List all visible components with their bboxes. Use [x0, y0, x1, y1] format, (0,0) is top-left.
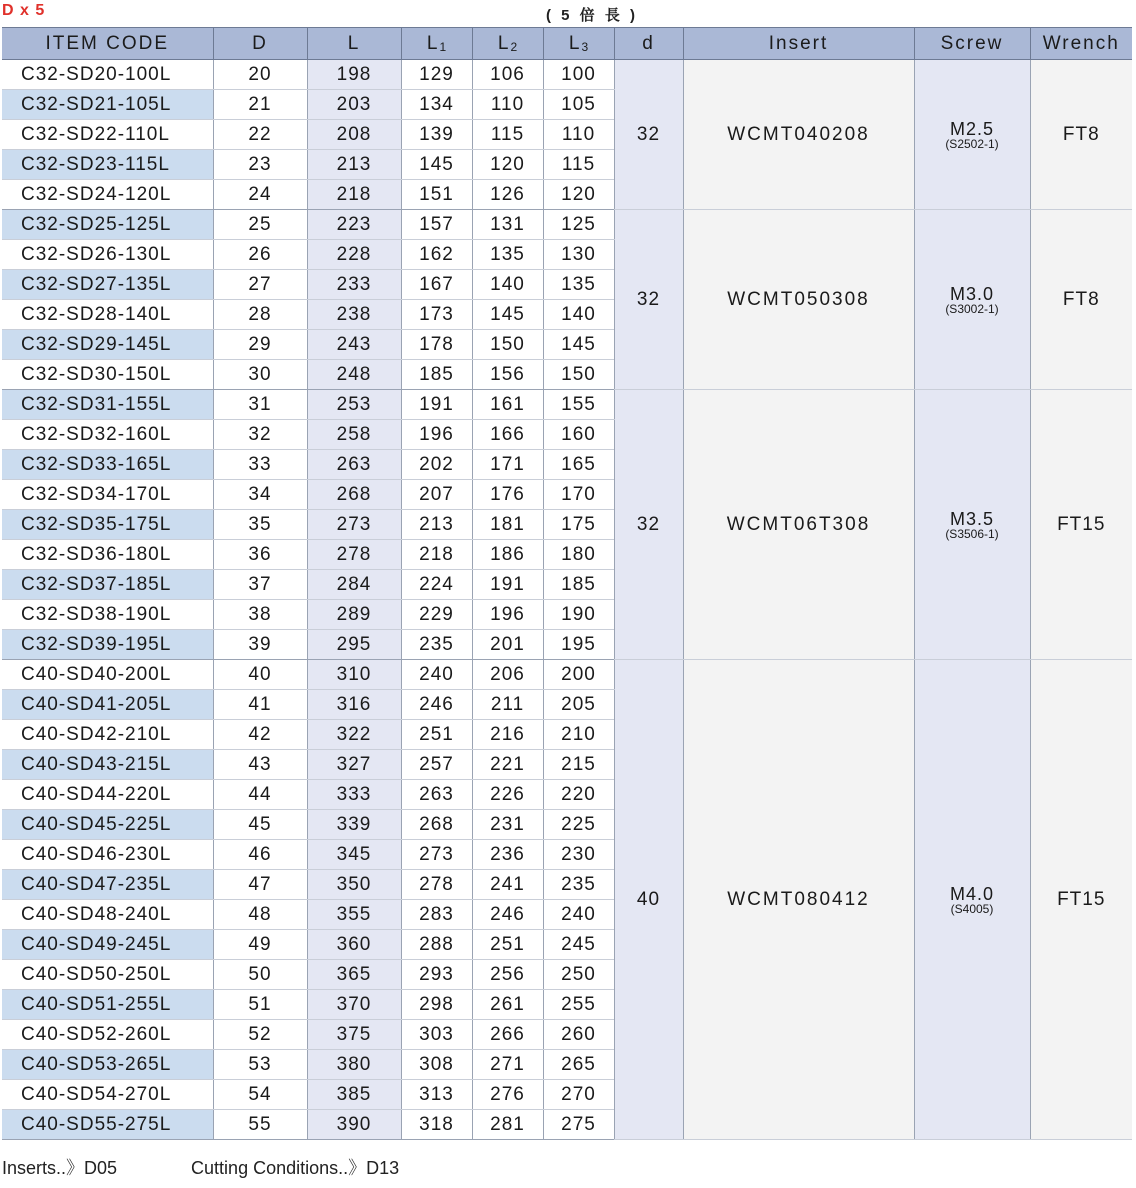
cell-L2: 236 [472, 840, 543, 870]
cell-L2: 191 [472, 570, 543, 600]
cell-L2: 115 [472, 120, 543, 150]
cell-L3: 275 [543, 1110, 614, 1140]
header-L1: $L_1$ [401, 28, 472, 60]
cell-item-code: C32-SD33-165L [2, 450, 213, 480]
cell-L: 385 [307, 1080, 401, 1110]
header-d: d [614, 28, 683, 60]
cell-D: 48 [213, 900, 307, 930]
table-row [2, 60, 1132, 90]
cell-screw [914, 660, 1030, 1140]
cell-D: 54 [213, 1080, 307, 1110]
cell-item-code: C32-SD29-145L [2, 330, 213, 360]
cell-L: 248 [307, 360, 401, 390]
cell-item-code: C32-SD22-110L [2, 120, 213, 150]
cell-L3: 215 [543, 750, 614, 780]
cell-L: 390 [307, 1110, 401, 1140]
cell-item-code: C32-SD39-195L [2, 630, 213, 660]
cell-item-code: C32-SD31-155L [2, 390, 213, 420]
cell-D: 47 [213, 870, 307, 900]
cell-L2: 271 [472, 1050, 543, 1080]
cell-L3: 120 [543, 180, 614, 210]
cell-L: 333 [307, 780, 401, 810]
cell-L1: 207 [401, 480, 472, 510]
cell-item-code: C32-SD34-170L [2, 480, 213, 510]
cell-L2: 226 [472, 780, 543, 810]
cell-L3: 190 [543, 600, 614, 630]
cell-L: 213 [307, 150, 401, 180]
cell-insert: WCMT050308 [683, 210, 914, 390]
cell-item-code: C32-SD20-100L [2, 60, 213, 90]
cell-D: 33 [213, 450, 307, 480]
cell-L: 289 [307, 600, 401, 630]
cell-D: 45 [213, 810, 307, 840]
cell-L3: 260 [543, 1020, 614, 1050]
cell-L: 355 [307, 900, 401, 930]
cell-item-code: C40-SD46-230L [2, 840, 213, 870]
cell-L3: 105 [543, 90, 614, 120]
cell-L2: 206 [472, 660, 543, 690]
cell-L3: 170 [543, 480, 614, 510]
cell-L1: 288 [401, 930, 472, 960]
screw-part-code: (S4005) [950, 901, 994, 916]
table-header [2, 28, 1132, 60]
cell-L2: 181 [472, 510, 543, 540]
cell-L1: 229 [401, 600, 472, 630]
cell-L2: 106 [472, 60, 543, 90]
cell-L3: 165 [543, 450, 614, 480]
cell-D: 40 [213, 660, 307, 690]
cell-L3: 230 [543, 840, 614, 870]
cell-item-code: C32-SD28-140L [2, 300, 213, 330]
cell-D: 51 [213, 990, 307, 1020]
cell-L: 238 [307, 300, 401, 330]
cutting-conditions-reference[interactable]: Cutting Conditions..》D13 [191, 1158, 400, 1178]
cell-L3: 255 [543, 990, 614, 1020]
cell-L3: 185 [543, 570, 614, 600]
cell-L3: 175 [543, 510, 614, 540]
cell-D: 44 [213, 780, 307, 810]
cell-item-code: C32-SD27-135L [2, 270, 213, 300]
cell-L1: 178 [401, 330, 472, 360]
cell-L3: 245 [543, 930, 614, 960]
cell-L: 370 [307, 990, 401, 1020]
cell-L: 268 [307, 480, 401, 510]
cell-L1: 213 [401, 510, 472, 540]
cell-D: 37 [213, 570, 307, 600]
cell-D: 25 [213, 210, 307, 240]
cell-insert: WCMT080412 [683, 660, 914, 1140]
cell-L1: 283 [401, 900, 472, 930]
cell-L3: 220 [543, 780, 614, 810]
header-D: D [213, 28, 307, 60]
cell-L: 218 [307, 180, 401, 210]
cell-L3: 210 [543, 720, 614, 750]
cell-L3: 110 [543, 120, 614, 150]
cell-item-code: C32-SD35-175L [2, 510, 213, 540]
cell-L1: 151 [401, 180, 472, 210]
cell-L: 243 [307, 330, 401, 360]
cell-L: 295 [307, 630, 401, 660]
cell-L: 258 [307, 420, 401, 450]
cell-L2: 110 [472, 90, 543, 120]
screw-size: M4.0 [949, 883, 995, 904]
table-row [2, 390, 1132, 420]
cell-D: 21 [213, 90, 307, 120]
cell-D: 22 [213, 120, 307, 150]
cell-L2: 201 [472, 630, 543, 660]
cell-L2: 251 [472, 930, 543, 960]
table-row [2, 210, 1132, 240]
cell-L2: 256 [472, 960, 543, 990]
cell-L: 253 [307, 390, 401, 420]
cell-wrench: FT15 [1030, 660, 1132, 1140]
cell-item-code: C40-SD44-220L [2, 780, 213, 810]
cell-L1: 157 [401, 210, 472, 240]
cell-L3: 100 [543, 60, 614, 90]
cell-item-code: C32-SD36-180L [2, 540, 213, 570]
cell-shank-d: 32 [614, 390, 683, 660]
cell-L: 273 [307, 510, 401, 540]
cell-item-code: C32-SD38-190L [2, 600, 213, 630]
cell-item-code: C40-SD50-250L [2, 960, 213, 990]
cell-D: 53 [213, 1050, 307, 1080]
cell-L: 380 [307, 1050, 401, 1080]
cell-L1: 246 [401, 690, 472, 720]
cell-L: 228 [307, 240, 401, 270]
cell-L: 208 [307, 120, 401, 150]
spec-table [2, 27, 1132, 1140]
cell-L2: 281 [472, 1110, 543, 1140]
cell-L2: 126 [472, 180, 543, 210]
cell-L3: 270 [543, 1080, 614, 1110]
cell-item-code: C40-SD48-240L [2, 900, 213, 930]
cell-L2: 266 [472, 1020, 543, 1050]
cell-L1: 293 [401, 960, 472, 990]
cell-L3: 265 [543, 1050, 614, 1080]
cell-L1: 268 [401, 810, 472, 840]
cell-L1: 224 [401, 570, 472, 600]
cell-item-code: C32-SD23-115L [2, 150, 213, 180]
cell-L1: 235 [401, 630, 472, 660]
cell-D: 30 [213, 360, 307, 390]
cell-item-code: C32-SD32-160L [2, 420, 213, 450]
cell-L: 345 [307, 840, 401, 870]
cell-D: 29 [213, 330, 307, 360]
cell-item-code: C40-SD42-210L [2, 720, 213, 750]
cell-item-code: C40-SD51-255L [2, 990, 213, 1020]
cell-D: 31 [213, 390, 307, 420]
cell-L2: 186 [472, 540, 543, 570]
cell-L: 203 [307, 90, 401, 120]
cell-L2: 211 [472, 690, 543, 720]
cell-item-code: C32-SD26-130L [2, 240, 213, 270]
cell-L2: 261 [472, 990, 543, 1020]
cell-D: 42 [213, 720, 307, 750]
cell-L: 365 [307, 960, 401, 990]
cell-L1: 251 [401, 720, 472, 750]
cell-item-code: C32-SD25-125L [2, 210, 213, 240]
cell-L2: 171 [472, 450, 543, 480]
cell-item-code: C40-SD53-265L [2, 1050, 213, 1080]
cell-L2: 221 [472, 750, 543, 780]
inserts-reference[interactable]: Inserts..》D05 [2, 1158, 118, 1178]
cell-L1: 308 [401, 1050, 472, 1080]
cell-L1: 273 [401, 840, 472, 870]
cell-item-code: C40-SD47-235L [2, 870, 213, 900]
cell-D: 43 [213, 750, 307, 780]
cell-L3: 155 [543, 390, 614, 420]
cell-L2: 140 [472, 270, 543, 300]
cell-L: 350 [307, 870, 401, 900]
cell-L3: 200 [543, 660, 614, 690]
cell-wrench: FT8 [1030, 60, 1132, 210]
header-L3: $L_3$ [543, 28, 614, 60]
cell-L2: 135 [472, 240, 543, 270]
cell-item-code: C40-SD52-260L [2, 1020, 213, 1050]
cell-L1: 134 [401, 90, 472, 120]
cell-L: 263 [307, 450, 401, 480]
subtitle-label: ( 5 倍 長 ) [546, 7, 639, 24]
cell-L1: 129 [401, 60, 472, 90]
cell-item-code: C40-SD54-270L [2, 1080, 213, 1110]
cell-item-code: C40-SD49-245L [2, 930, 213, 960]
cell-L: 233 [307, 270, 401, 300]
screw-size: M3.0 [949, 283, 995, 304]
cell-L2: 231 [472, 810, 543, 840]
cell-L2: 161 [472, 390, 543, 420]
cell-D: 35 [213, 510, 307, 540]
cell-L2: 131 [472, 210, 543, 240]
cell-D: 23 [213, 150, 307, 180]
cell-D: 46 [213, 840, 307, 870]
screw-size: M3.5 [949, 508, 995, 529]
cell-D: 24 [213, 180, 307, 210]
cell-wrench: FT15 [1030, 390, 1132, 660]
cell-L3: 140 [543, 300, 614, 330]
screw-part-code: (S3002-1) [945, 301, 999, 316]
cell-insert: WCMT06T308 [683, 390, 914, 660]
cell-L3: 145 [543, 330, 614, 360]
cell-item-code: C40-SD41-205L [2, 690, 213, 720]
cell-L2: 241 [472, 870, 543, 900]
cell-L1: 278 [401, 870, 472, 900]
cell-L2: 176 [472, 480, 543, 510]
cell-L3: 195 [543, 630, 614, 660]
screw-part-code: (S2502-1) [945, 136, 999, 151]
variant-label: D x 5 [2, 2, 46, 19]
cell-D: 32 [213, 420, 307, 450]
cell-D: 28 [213, 300, 307, 330]
cell-item-code: C40-SD55-275L [2, 1110, 213, 1140]
cell-L1: 303 [401, 1020, 472, 1050]
cell-L: 375 [307, 1020, 401, 1050]
cell-item-code: C40-SD40-200L [2, 660, 213, 690]
cell-D: 49 [213, 930, 307, 960]
cell-L3: 205 [543, 690, 614, 720]
cell-L: 316 [307, 690, 401, 720]
cell-L1: 257 [401, 750, 472, 780]
cell-screw [914, 60, 1030, 210]
cell-L3: 130 [543, 240, 614, 270]
cell-L1: 185 [401, 360, 472, 390]
cell-L1: 218 [401, 540, 472, 570]
cell-L: 339 [307, 810, 401, 840]
cell-L2: 156 [472, 360, 543, 390]
header-screw: Screw [914, 28, 1030, 60]
cell-L2: 196 [472, 600, 543, 630]
cell-item-code: C32-SD30-150L [2, 360, 213, 390]
cell-D: 20 [213, 60, 307, 90]
cell-L: 278 [307, 540, 401, 570]
table-body [2, 60, 1132, 1140]
cell-L: 310 [307, 660, 401, 690]
cell-L1: 313 [401, 1080, 472, 1110]
cell-L: 198 [307, 60, 401, 90]
screw-part-code: (S3506-1) [945, 526, 999, 541]
cell-L2: 145 [472, 300, 543, 330]
cell-D: 36 [213, 540, 307, 570]
footer-refs [2, 1154, 399, 1180]
cell-item-code: C40-SD45-225L [2, 810, 213, 840]
cell-L: 360 [307, 930, 401, 960]
cell-L1: 139 [401, 120, 472, 150]
cell-L1: 191 [401, 390, 472, 420]
cell-D: 52 [213, 1020, 307, 1050]
cell-D: 55 [213, 1110, 307, 1140]
cell-L1: 167 [401, 270, 472, 300]
cell-L1: 263 [401, 780, 472, 810]
cell-L1: 145 [401, 150, 472, 180]
cell-D: 39 [213, 630, 307, 660]
cell-L: 322 [307, 720, 401, 750]
cell-wrench: FT8 [1030, 210, 1132, 390]
cell-item-code: C32-SD37-185L [2, 570, 213, 600]
cell-shank-d: 32 [614, 60, 683, 210]
cell-item-code: C32-SD21-105L [2, 90, 213, 120]
cell-D: 27 [213, 270, 307, 300]
header-insert: Insert [683, 28, 914, 60]
cell-screw [914, 390, 1030, 660]
cell-L3: 250 [543, 960, 614, 990]
cell-L3: 115 [543, 150, 614, 180]
cell-L2: 120 [472, 150, 543, 180]
cell-screw [914, 210, 1030, 390]
cell-shank-d: 32 [614, 210, 683, 390]
cell-L3: 235 [543, 870, 614, 900]
cell-insert: WCMT040208 [683, 60, 914, 210]
cell-D: 38 [213, 600, 307, 630]
table-row [2, 660, 1132, 690]
cell-L2: 166 [472, 420, 543, 450]
header-L2: $L_2$ [472, 28, 543, 60]
cell-L3: 225 [543, 810, 614, 840]
cell-L3: 125 [543, 210, 614, 240]
cell-L2: 246 [472, 900, 543, 930]
header-item-code: ITEM CODE [2, 28, 213, 60]
cell-D: 41 [213, 690, 307, 720]
cell-L: 284 [307, 570, 401, 600]
cell-L1: 173 [401, 300, 472, 330]
cell-item-code: C32-SD24-120L [2, 180, 213, 210]
cell-shank-d: 40 [614, 660, 683, 1140]
header-L: L [307, 28, 401, 60]
cell-D: 50 [213, 960, 307, 990]
cell-L3: 135 [543, 270, 614, 300]
cell-item-code: C40-SD43-215L [2, 750, 213, 780]
cell-D: 34 [213, 480, 307, 510]
screw-size: M2.5 [949, 118, 995, 139]
cell-D: 26 [213, 240, 307, 270]
cell-L1: 298 [401, 990, 472, 1020]
cell-L3: 150 [543, 360, 614, 390]
cell-L: 327 [307, 750, 401, 780]
cell-L2: 150 [472, 330, 543, 360]
cell-L1: 318 [401, 1110, 472, 1140]
cell-L3: 240 [543, 900, 614, 930]
cell-L1: 240 [401, 660, 472, 690]
cell-L: 223 [307, 210, 401, 240]
cell-L3: 180 [543, 540, 614, 570]
cell-L1: 162 [401, 240, 472, 270]
cell-L3: 160 [543, 420, 614, 450]
cell-L2: 216 [472, 720, 543, 750]
cell-L1: 202 [401, 450, 472, 480]
cell-L2: 276 [472, 1080, 543, 1110]
header-wrench: Wrench [1030, 28, 1132, 60]
cell-L1: 196 [401, 420, 472, 450]
